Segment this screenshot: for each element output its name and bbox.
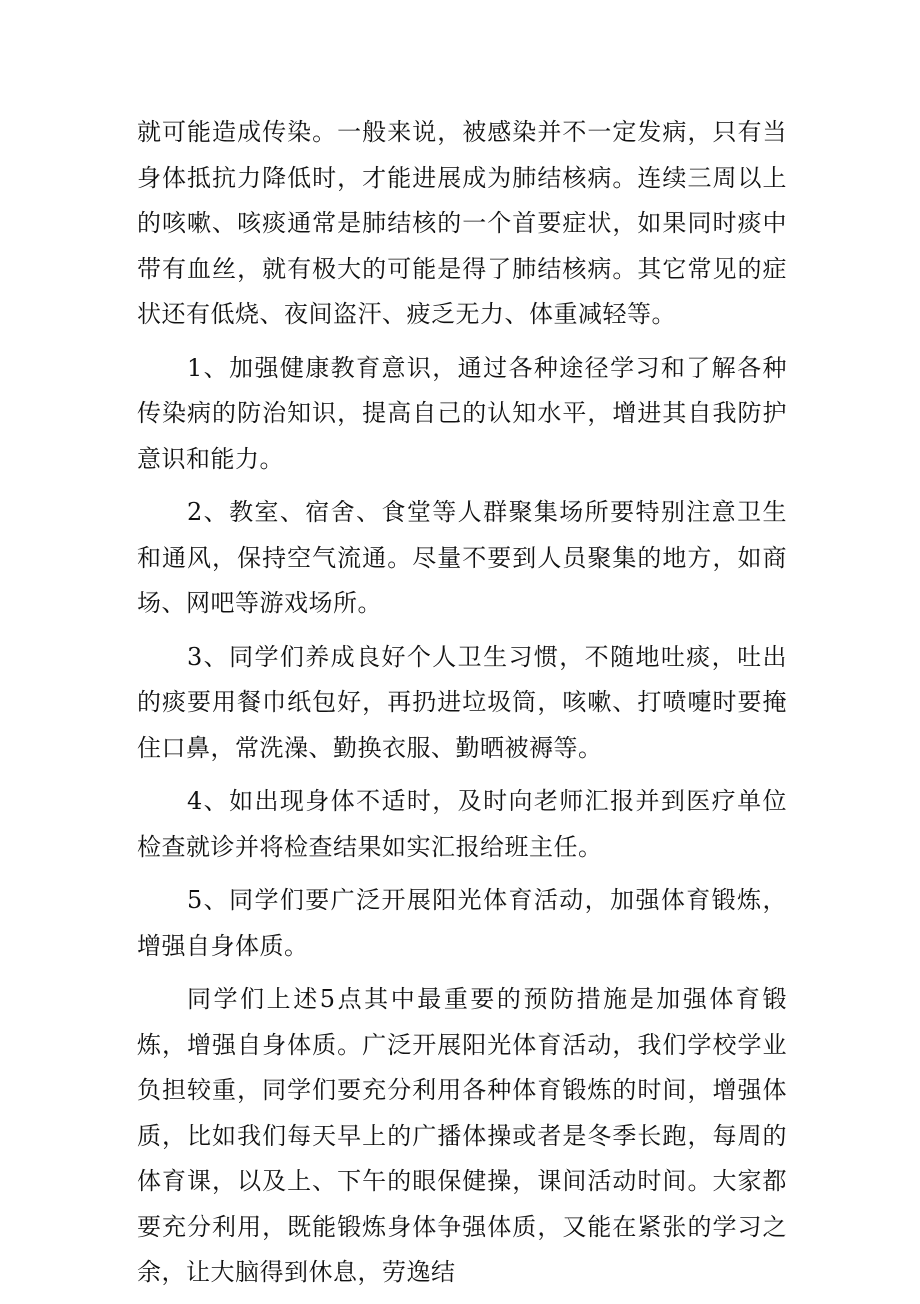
document-body <box>137 110 787 1304</box>
paragraph-summary: 同学们上述5点其中最重要的预防措施是加强体育锻炼，增强自身体质。广泛开展阳光体育活动，我们学校学业负担较重，同学们要充分利用各种体育锻炼的时间，增强体质，比如我们每天早上的广播体操或者是冬季长跑，每周的体育课，以及上、下午的眼保健操，课间活动时间。大家都要充分利用，既能锻炼身体争强体质，又能在紧张的学习之余，让大脑得到休息，劳逸结 <box>137 985 787 1286</box>
paragraph-item-1: 1、加强健康教育意识，通过各种途径学习和了解各种传染病的防治知识，提高自己的认知水平，增进其自我防护意识和能力。 <box>137 353 787 473</box>
paragraph-item-5: 5、同学们要广泛开展阳光体育活动，加强体育锻炼，增强自身体质。 <box>137 886 787 960</box>
paragraph-item-3: 3、同学们养成良好个人卫生习惯，不随地吐痰，吐出的痰要用餐巾纸包好，再扔进垃圾筒，咳嗽、打喷嚏时要掩住口鼻，常洗澡、勤换衣服、勤晒被褥等。 <box>137 642 787 762</box>
paragraph-item-4: 4、如出现身体不适时，及时向老师汇报并到医疗单位检查就诊并将检查结果如实汇报给班主任。 <box>137 787 787 861</box>
paragraph-continuation: 就可能造成传染。一般来说，被感染并不一定发病，只有当身体抵抗力降低时，才能进展成为肺结核病。连续三周以上的咳嗽、咳痰通常是肺结核的一个首要症状，如果同时痰中带有血丝，就有极大的可能是得了肺结核病。其它常见的症状还有低烧、夜间盗汗、疲乏无力、体重减轻等。 <box>137 118 787 328</box>
paragraph-item-2: 2、教室、宿舍、食堂等人群聚集场所要特别注意卫生和通风，保持空气流通。尽量不要到人员聚集的地方，如商场、网吧等游戏场所。 <box>137 498 787 617</box>
